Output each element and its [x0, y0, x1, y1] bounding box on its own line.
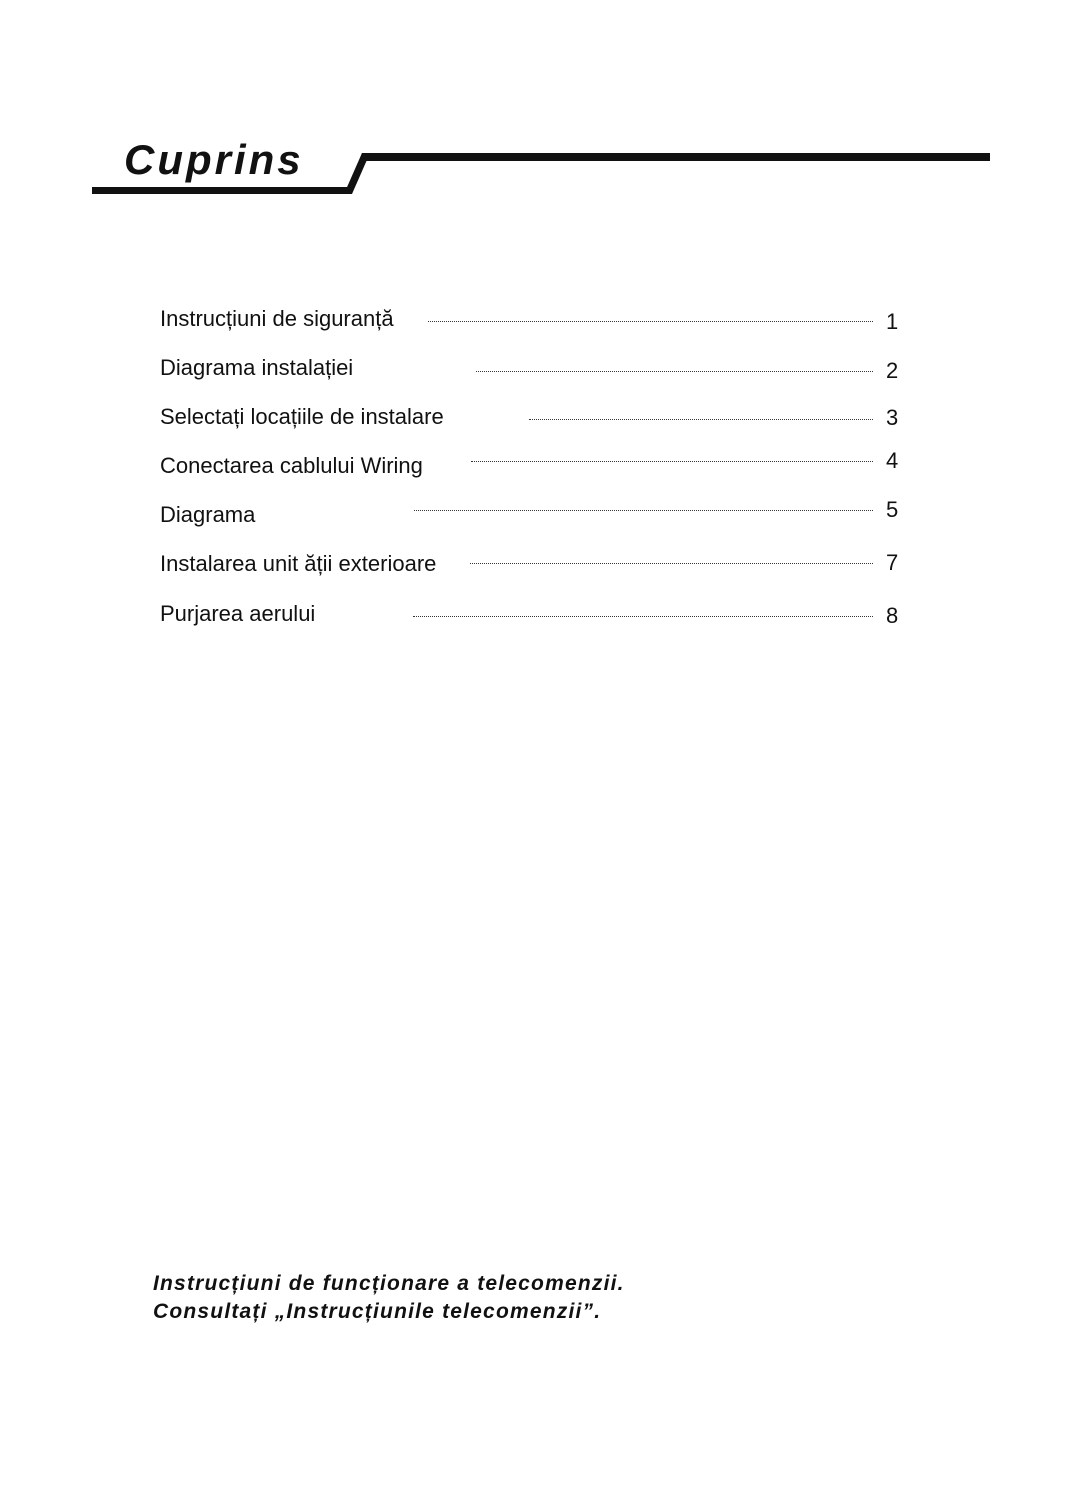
toc-entry-label: Diagrama [160, 502, 256, 527]
toc-entry-page: 7 [886, 550, 899, 575]
toc-leader-dots [414, 510, 873, 511]
toc-leader-dots [529, 419, 873, 420]
remote-note-line-1: Instrucțiuni de funcționare a telecomenzii. [153, 1272, 625, 1295]
toc-entry-page: 3 [886, 405, 899, 430]
toc-entry-page: 1 [886, 309, 899, 334]
page-title: Cuprins [124, 136, 304, 183]
toc-entry-page: 8 [886, 603, 899, 628]
remote-note-line-2: Consultați „Instrucțiunile telecomenzii”. [153, 1300, 602, 1323]
toc-leader-dots [470, 563, 873, 564]
toc-leader-dots [471, 461, 873, 462]
toc-entry-page: 5 [886, 497, 899, 522]
toc-entry-label: Instrucțiuni de siguranță [160, 306, 394, 331]
toc-entry-page: 4 [886, 448, 899, 473]
toc-leader-dots [428, 321, 873, 322]
toc-entry-label: Selectați locațiile de instalare [160, 404, 444, 429]
toc-entry-page: 2 [886, 358, 899, 383]
remote-control-note [153, 1270, 625, 1326]
toc-leader-dots [476, 371, 873, 372]
toc-entry-label: Conectarea cablului Wiring [160, 453, 423, 478]
table-of-contents [0, 0, 1083, 700]
toc-entry-label: Diagrama instalației [160, 355, 354, 380]
toc-entry-label: Instalarea unit ății exterioare [160, 551, 437, 576]
toc-entry-label: Purjarea aerului [160, 601, 316, 626]
toc-leader-dots [413, 616, 873, 617]
